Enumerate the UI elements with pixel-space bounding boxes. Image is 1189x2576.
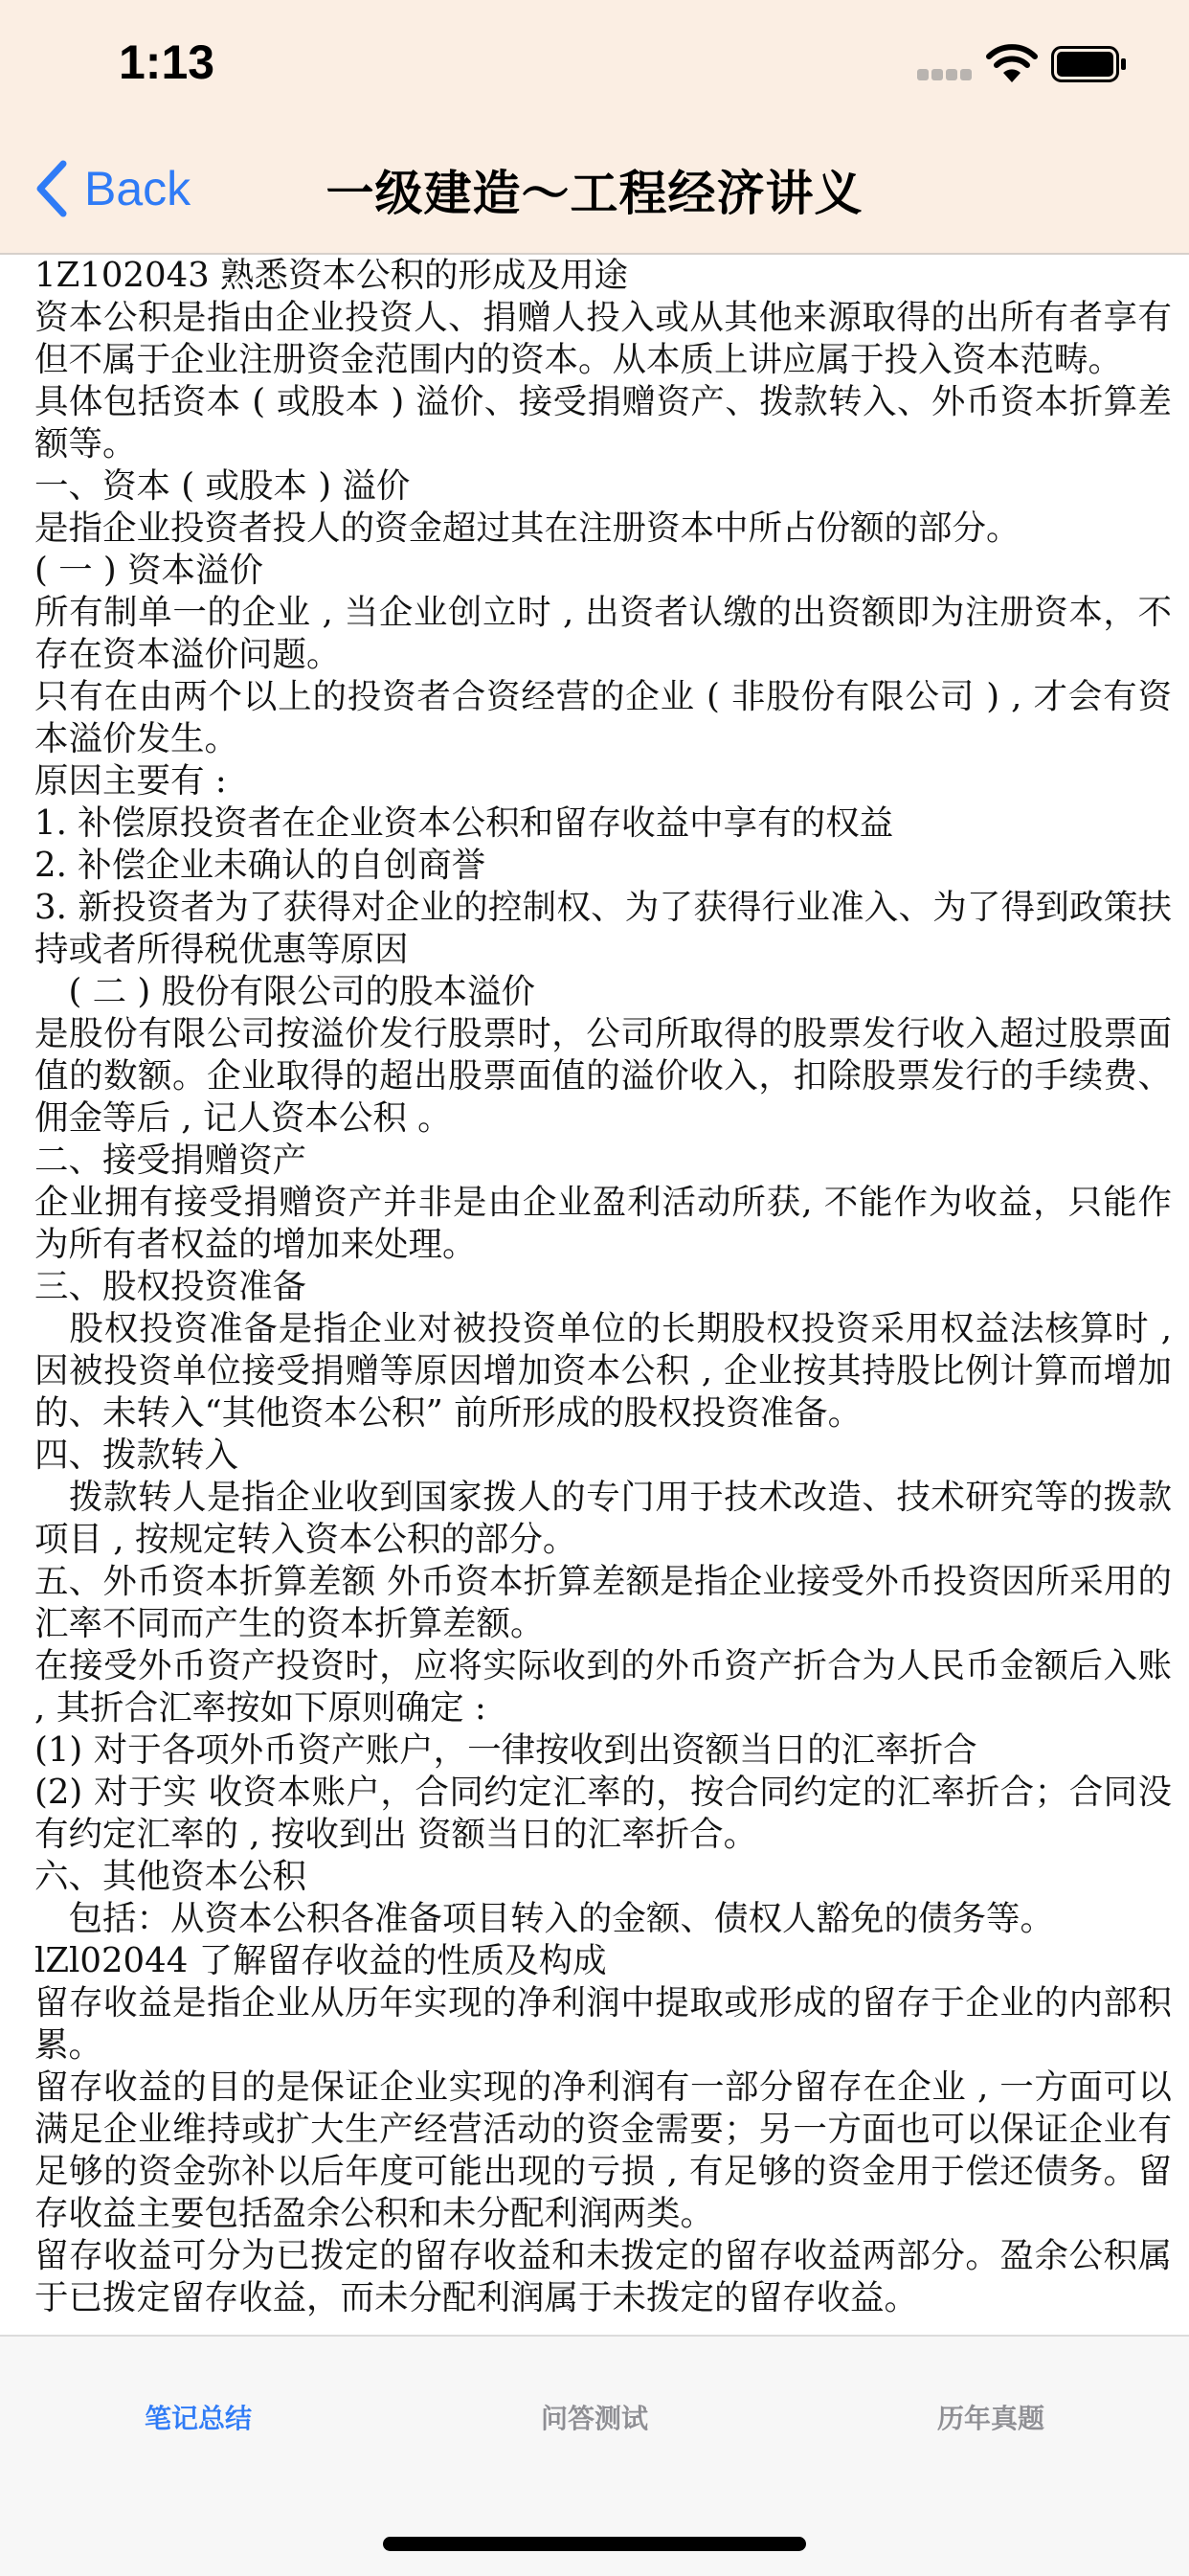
note-paragraph: 留存收益的目的是保证企业实现的净利润有一部分留存在企业 , 一方面可以满足企业维持或扩大生产经营活动的资金需要；另一方面也可以保证企业有足够的资金弥补以后年度可能出现的亏损 , 有足够的资金用于偿还债务。留存收益主要包括盈余公积和未分配利润两类。 bbox=[34, 2068, 1172, 2233]
note-paragraph: 具体包括资本 ( 或股本 ) 溢价、接受捐赠资产、拨款转入、外币资本折算差额等。 bbox=[34, 382, 1172, 463]
note-paragraph: 2. 补偿企业未确认的自创商誉 bbox=[34, 846, 486, 885]
note-paragraph: lZl02044 了解留存收益的性质及构成 bbox=[34, 1941, 607, 1980]
back-label: Back bbox=[84, 162, 191, 215]
note-paragraph: ( 一 ) 资本溢价 bbox=[34, 551, 264, 590]
note-paragraph: 五、外币资本折算差额 外币资本折算差额是指企业接受外币投资因所采用的汇率不同而产生的资本折算差额。 bbox=[34, 1562, 1172, 1643]
note-paragraph: 包括：从资本公积各准备项目转入的金额、债权人豁免的债务等。 bbox=[34, 1899, 1055, 1938]
home-indicator bbox=[383, 2537, 806, 2551]
note-paragraph: 1. 补偿原投资者在企业资本公积和留存收益中享有的权益 bbox=[34, 803, 894, 843]
note-paragraph: 拨款转人是指企业收到国家拨人的专门用于技术改造、技术研究等的拨款项目 , 按规定转入资本公积的部分。 bbox=[34, 1478, 1172, 1559]
note-paragraph: 是指企业投资者投人的资金超过其在注册资本中所占份额的部分。 bbox=[34, 508, 1021, 548]
navigation-bar bbox=[0, 126, 1189, 255]
note-paragraph: 留存收益是指企业从历年实现的净利润中提取或形成的留存于企业的内部积累。 bbox=[34, 1983, 1172, 2065]
note-paragraph: 在接受外币资产投资时，应将实际收到的外币资产折合为人民币金额后入账 , 其折合汇率按如下原则确定 : bbox=[34, 1646, 1172, 1728]
page-title: 一级建造～工程经济讲义 bbox=[325, 166, 864, 221]
status-bar bbox=[0, 0, 1189, 126]
note-paragraph: 四、拨款转入 bbox=[34, 1435, 239, 1475]
note-paragraph: 是股份有限公司按溢价发行股票时，公司所取得的股票发行收入超过股票面值的数额。企业取得的超出股票面值的溢价收入，扣除股票发行的手续费、佣金等后 , 记人资本公积 。 bbox=[34, 1014, 1172, 1138]
note-paragraph: 留存收益可分为已拨定的留存收益和未拨定的留存收益两部分。盈余公积属于已拨定留存收益，而未分配利润属于未拨定的留存收益。 bbox=[34, 2236, 1172, 2317]
note-paragraph: 所有制单一的企业 , 当企业创立时 , 出资者认缴的出资额即为注册资本，不存在资本溢价问题。 bbox=[34, 593, 1172, 674]
tab-qa-test[interactable]: 问答测试 bbox=[540, 2403, 648, 2434]
note-paragraph: 1Z102043 熟悉资本公积的形成及用途 bbox=[34, 256, 629, 295]
cellular-signal-icon bbox=[917, 69, 971, 82]
lecture-notes-scroll-view[interactable] bbox=[0, 255, 1189, 2335]
note-paragraph: (1) 对于各项外币资产账户，一律按收到出资额当日的汇率折合 bbox=[34, 1730, 977, 1770]
note-paragraph: 六、其他资本公积 bbox=[34, 1857, 307, 1896]
note-paragraph: 一、资本 ( 或股本 ) 溢价 bbox=[34, 466, 411, 506]
tab-past-exams[interactable]: 历年真题 bbox=[936, 2403, 1044, 2434]
battery-icon bbox=[1051, 46, 1128, 82]
note-paragraph: 企业拥有接受捐赠资产并非是由企业盈利活动所获, 不能作为收益，只能作为所有者权益的增加来处理。 bbox=[34, 1183, 1172, 1264]
wifi-icon bbox=[986, 44, 1038, 84]
status-time: 1:13 bbox=[119, 35, 215, 89]
note-paragraph: 股权投资准备是指企业对被投资单位的长期股权投资采用权益法核算时 , 因被投资单位接受捐赠等原因增加资本公积 , 企业按其持股比例计算而增加的、未转入“其他资本公积” 前所形成的股权投资准备。 bbox=[34, 1309, 1172, 1433]
tab-notes-summary[interactable]: 笔记总结 bbox=[144, 2403, 252, 2434]
note-paragraph: 二、接受捐赠资产 bbox=[34, 1141, 307, 1180]
note-paragraph: 原因主要有 : bbox=[34, 761, 227, 801]
note-paragraph: 三、股权投资准备 bbox=[34, 1267, 307, 1306]
note-paragraph: 资本公积是指由企业投资人、捐赠人投入或从其他来源取得的出所有者享有但不属于企业注册资金范围内的资本。从本质上讲应属于投入资本范畴。 bbox=[34, 298, 1172, 379]
note-paragraph: ( 二 ) 股份有限公司的股本溢价 bbox=[34, 972, 536, 1011]
note-paragraph: 只有在由两个以上的投资者合资经营的企业 ( 非股份有限公司 ) , 才会有资本溢价发生。 bbox=[34, 677, 1172, 758]
note-paragraph: 3. 新投资者为了获得对企业的控制权、为了获得行业准入、为了得到政策扶持或者所得税优惠等原因 bbox=[34, 888, 1172, 969]
note-paragraph: (2) 对于实 收资本账户，合同约定汇率的，按合同约定的汇率折合；合同没有约定汇率的 , 按收到出 资额当日的汇率折合。 bbox=[34, 1773, 1172, 1854]
